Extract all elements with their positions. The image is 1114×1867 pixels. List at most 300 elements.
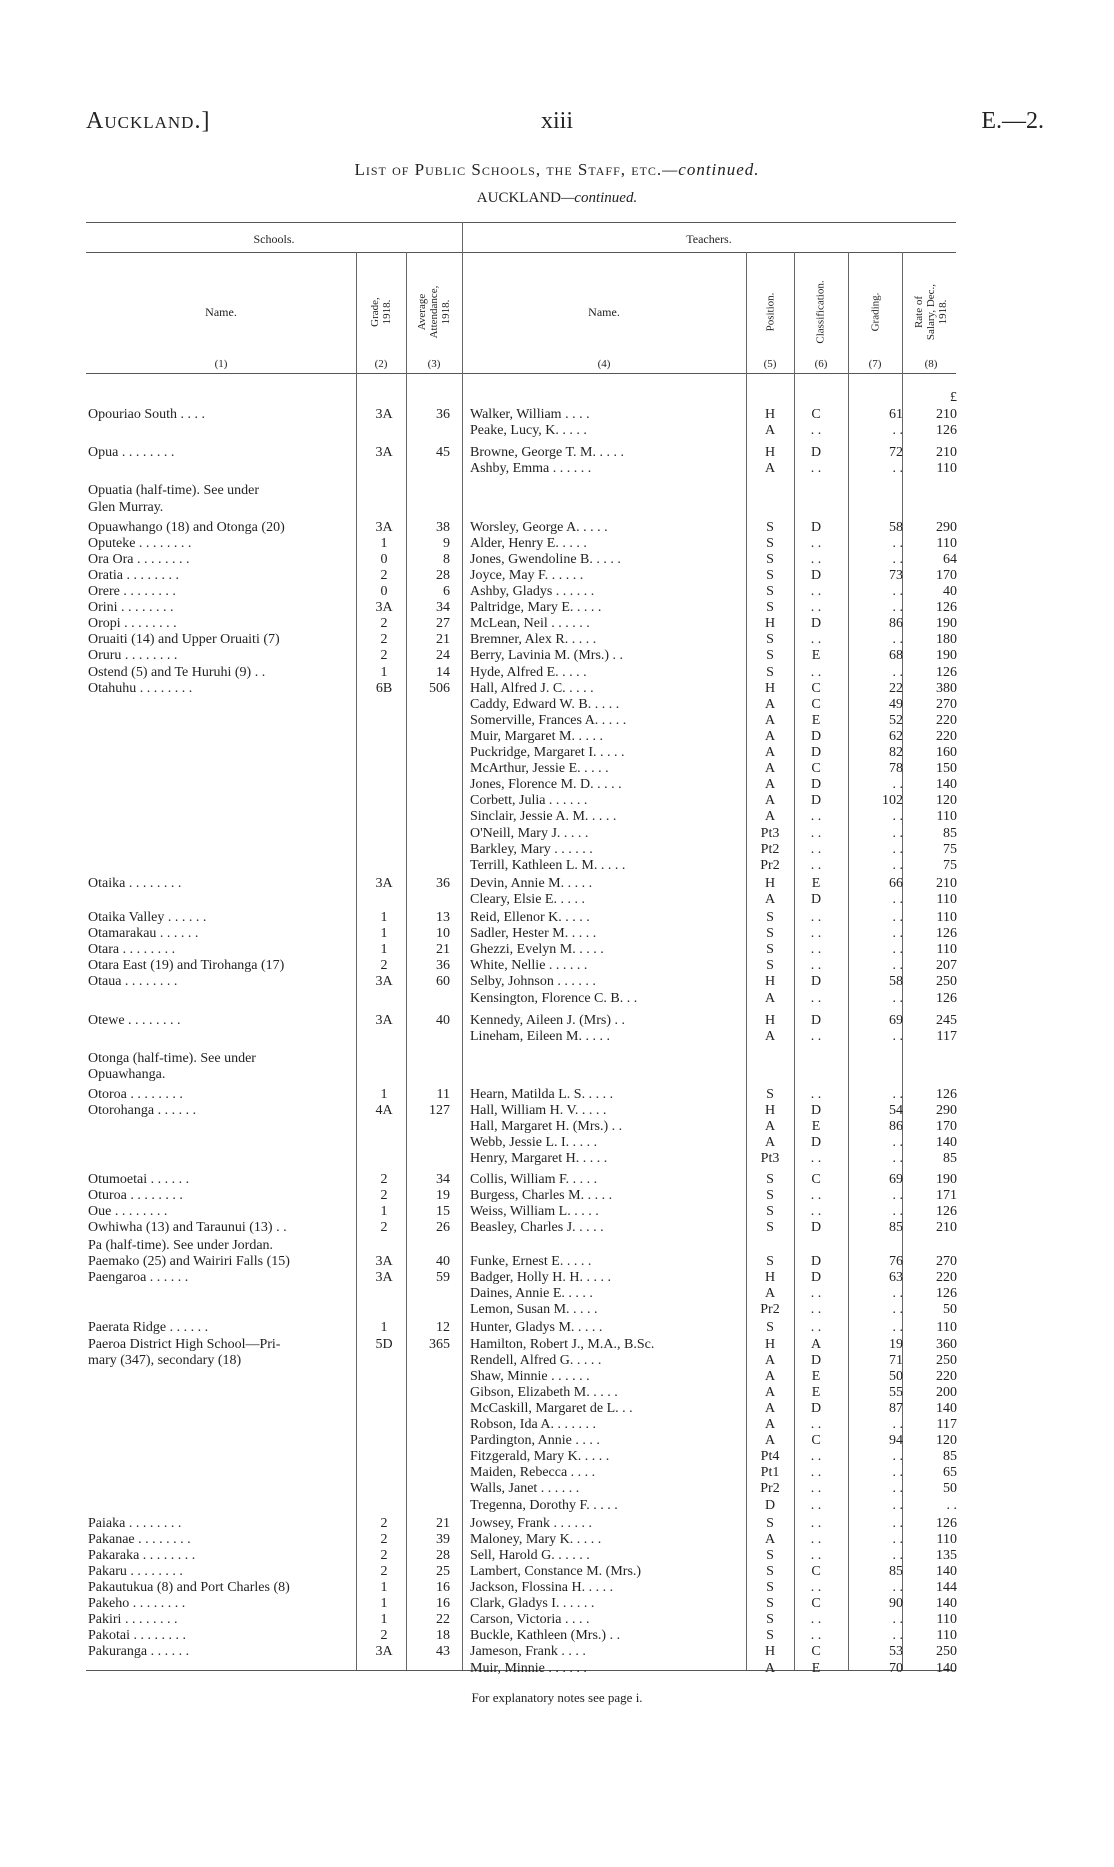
school-name: Otumoetai . . . . . . [88, 1171, 190, 1187]
table-row [0, 697, 1114, 713]
table-row [0, 892, 1114, 908]
teacher-classification: . . [810, 1465, 822, 1481]
teacher-grading: . . [892, 1612, 903, 1628]
table-row [0, 1254, 1114, 1270]
school-name: Otoroa . . . . . . . . [88, 1087, 183, 1102]
teacher-position: S [766, 1612, 774, 1628]
teacher-position: Pt1 [760, 1465, 780, 1481]
teacher-classification: D [810, 445, 822, 461]
teacher-classification: . . [810, 600, 822, 616]
school-grade: 3A [375, 445, 393, 461]
teacher-grading: . . [892, 1465, 903, 1481]
teacher-name: Hall, Alfred J. C. . . . . [470, 680, 594, 696]
teacher-name: Daines, Annie E. . . . . [470, 1286, 593, 1302]
table-row [0, 600, 1114, 616]
teacher-position: S [766, 926, 774, 942]
teacher-grading: 53 [889, 1644, 903, 1660]
teacher-name: Barkley, Mary . . . . . . [470, 841, 593, 857]
teacher-salary: 120 [936, 1433, 957, 1449]
teacher-grading: . . [892, 1203, 903, 1219]
teacher-name: Jowsey, Frank . . . . . . [470, 1515, 592, 1531]
teacher-position: S [766, 600, 774, 616]
teacher-classification: . . [810, 1449, 822, 1465]
teacher-salary: 85 [943, 1449, 957, 1465]
teacher-classification: . . [810, 551, 822, 567]
school-grade: 0 [380, 584, 388, 599]
table-row [0, 926, 1114, 942]
teacher-grading: 82 [889, 745, 903, 760]
teacher-position: A [764, 809, 776, 825]
school-name: Opuatia (half-time). See under [88, 483, 260, 499]
teacher-position: H [764, 1103, 776, 1119]
teacher-classification: E [811, 875, 821, 891]
school-grade: 3A [375, 1012, 393, 1028]
teacher-salary: 40 [943, 584, 957, 599]
school-attendance: 34 [436, 1171, 450, 1187]
teacher-salary: 140 [936, 1660, 957, 1676]
teacher-classification: . . [810, 910, 822, 925]
school-name: Pakaru . . . . . . . . [88, 1563, 183, 1579]
teacher-grading: 86 [889, 1119, 903, 1135]
teacher-grading: 58 [889, 974, 903, 990]
table-row [0, 1516, 1114, 1532]
teacher-classification: . . [810, 1547, 822, 1563]
school-grade: 1 [380, 1612, 388, 1628]
teacher-classification: D [810, 567, 822, 583]
school-grade: 2 [380, 616, 388, 632]
teacher-grading: 72 [889, 445, 903, 461]
teacher-name: Weiss, William L. . . . . [470, 1203, 599, 1219]
table-row [0, 745, 1114, 761]
teacher-name: Selby, Johnson . . . . . . [470, 974, 596, 990]
teacher-name: Beasley, Charles J. . . . . [470, 1219, 604, 1235]
teacher-name: Sinclair, Jessie A. M. . . . . [470, 809, 617, 825]
school-grade: 1 [380, 1596, 388, 1612]
school-grade: 2 [380, 1563, 388, 1579]
table-row [0, 1204, 1114, 1220]
teacher-grading: . . [892, 632, 903, 648]
teacher-classification: D [810, 519, 822, 535]
school-attendance: 16 [436, 1596, 450, 1612]
teacher-classification: D [810, 1254, 822, 1269]
school-name: Paerata Ridge . . . . . . [88, 1320, 209, 1336]
table-row [0, 876, 1114, 892]
table-row [0, 1172, 1114, 1188]
teacher-name: Peake, Lucy, K. . . . . [470, 423, 587, 439]
teacher-position: S [766, 1628, 774, 1644]
teacher-name: Browne, George T. M. . . . . [470, 445, 624, 461]
teacher-grading: . . [892, 777, 903, 793]
school-attendance: 28 [436, 567, 450, 583]
teacher-grading: 86 [889, 616, 903, 632]
teacher-grading: 73 [889, 567, 903, 583]
school-name: Pakotai . . . . . . . . [88, 1628, 186, 1644]
teacher-classification: . . [810, 1417, 822, 1432]
teacher-salary: 110 [936, 910, 957, 925]
teacher-classification: . . [810, 1531, 822, 1547]
teacher-salary: 64 [943, 551, 957, 567]
school-grade: 1 [380, 664, 388, 680]
teacher-salary: 140 [936, 777, 957, 793]
table-row [0, 648, 1114, 664]
teacher-classification: C [811, 761, 821, 777]
table-row [0, 1644, 1114, 1660]
school-attendance: 18 [436, 1628, 450, 1644]
page-number: xiii [540, 108, 573, 134]
teacher-position: H [764, 1270, 776, 1286]
teacher-position: S [766, 1596, 774, 1612]
school-grade: 2 [380, 1547, 388, 1563]
teacher-classification: . . [810, 1481, 822, 1497]
school-name: Otaika Valley . . . . . . [88, 910, 207, 925]
teacher-grading: . . [892, 1087, 903, 1102]
teacher-grading: . . [892, 535, 903, 551]
table-row [0, 584, 1114, 600]
table-row [0, 1580, 1114, 1596]
teacher-salary: 245 [936, 1012, 957, 1028]
teacher-position: S [766, 1515, 774, 1531]
school-name: Otorohanga . . . . . . [88, 1103, 197, 1119]
teacher-name: Reid, Ellenor K. . . . . [470, 910, 590, 925]
teacher-classification: . . [810, 1087, 822, 1102]
col-header-school-name: Name. [205, 304, 237, 319]
table-row [0, 826, 1114, 842]
col-num-8: (8) [924, 358, 938, 370]
teacher-name: Pardington, Annie . . . . [470, 1433, 600, 1449]
teacher-name: Gibson, Elizabeth M. . . . . [470, 1384, 618, 1400]
table-row [0, 974, 1114, 990]
school-name: Glen Murray. [88, 499, 164, 515]
table-row [0, 1103, 1114, 1119]
teacher-grading: . . [892, 584, 903, 599]
teacher-grading: . . [892, 1320, 903, 1336]
teacher-name: Ghezzi, Evelyn M. . . . . [470, 942, 604, 958]
teacher-name: Sell, Harold G. . . . . . [470, 1547, 590, 1563]
table-row [0, 568, 1114, 584]
teacher-position: A [764, 423, 776, 439]
school-grade: 3A [375, 1270, 393, 1286]
teacher-position: A [764, 1417, 776, 1432]
teacher-salary: 190 [936, 648, 957, 664]
school-name: Pa (half-time). See under Jordan. [88, 1237, 274, 1253]
teacher-grading: . . [892, 664, 903, 680]
teacher-name: Hunter, Gladys M. . . . . [470, 1320, 603, 1336]
teacher-classification: C [811, 407, 821, 422]
teacher-classification: C [811, 1596, 821, 1612]
teacher-name: Ashby, Emma . . . . . . [470, 461, 592, 477]
teacher-grading: 54 [889, 1103, 903, 1119]
school-attendance: 127 [429, 1103, 450, 1119]
teacher-classification: . . [810, 1151, 822, 1167]
table-row [0, 858, 1114, 874]
school-grade: 2 [380, 1171, 388, 1187]
table-row [0, 665, 1114, 681]
teacher-salary: 207 [936, 958, 957, 974]
table-row [0, 461, 1114, 477]
teacher-position: A [764, 461, 776, 477]
teacher-classification: E [811, 1660, 821, 1676]
teacher-name: McLean, Neil . . . . . . [470, 616, 590, 632]
school-grade: 2 [380, 567, 388, 583]
table-row [0, 1067, 1114, 1083]
school-name: Paiaka . . . . . . . . [88, 1515, 182, 1531]
school-grade: 1 [380, 1580, 388, 1595]
teacher-salary: 126 [936, 926, 957, 942]
school-grade: 1 [380, 535, 388, 551]
school-attendance: 34 [436, 600, 450, 616]
teacher-salary: 360 [936, 1336, 957, 1352]
teacher-grading: 66 [889, 875, 903, 891]
school-grade: 1 [380, 1203, 388, 1219]
teacher-grading: 87 [889, 1400, 903, 1416]
teacher-grading: . . [892, 1449, 903, 1465]
school-attendance: 26 [436, 1219, 450, 1235]
teacher-name: Berry, Lavinia M. (Mrs.) . . [470, 648, 624, 664]
school-name: mary (347), secondary (18) [88, 1352, 242, 1368]
school-grade: 3A [375, 600, 393, 616]
teacher-salary: 75 [943, 857, 957, 873]
teacher-salary: 140 [936, 1563, 957, 1579]
table-row [0, 1135, 1114, 1151]
teacher-classification: . . [810, 809, 822, 825]
teacher-classification: E [811, 712, 821, 728]
school-attendance: 36 [436, 958, 450, 974]
title-text: List of Public Schools, the Staff, etc. [354, 160, 663, 179]
table-row [0, 1628, 1114, 1644]
teacher-salary: 126 [936, 990, 957, 1006]
teacher-grading: . . [892, 1628, 903, 1644]
teacher-position: S [766, 1171, 774, 1187]
school-name: Ostend (5) and Te Huruhi (9) . . [88, 664, 266, 680]
school-name: Otaika . . . . . . . . [88, 875, 182, 891]
school-grade: 3A [375, 407, 393, 422]
school-grade: 2 [380, 1187, 388, 1203]
school-grade: 1 [380, 1320, 388, 1336]
col-header-position-text: Position. [763, 292, 776, 332]
teacher-name: Collis, William F. . . . . [470, 1171, 598, 1187]
teacher-grading: 19 [889, 1336, 903, 1352]
teacher-position: H [764, 407, 776, 422]
teacher-name: Hall, William H. V. . . . . [470, 1103, 607, 1119]
teacher-name: Devin, Annie M. . . . . [470, 875, 593, 891]
teacher-position: S [766, 584, 774, 599]
teacher-position: A [764, 1384, 776, 1400]
teacher-name: Paltridge, Mary E. . . . . [470, 600, 602, 616]
teacher-position: S [766, 664, 774, 680]
teacher-salary: 250 [936, 1352, 957, 1368]
school-grade: 1 [380, 910, 388, 925]
teacher-salary: 110 [936, 535, 957, 551]
col-num-4: (4) [597, 358, 611, 370]
teacher-classification: C [811, 1563, 821, 1579]
teacher-grading: . . [892, 1417, 903, 1432]
title-suffix: —continued. [662, 160, 760, 179]
teacher-position: S [766, 648, 774, 664]
teacher-salary: 110 [936, 461, 957, 477]
teacher-position: Pt2 [760, 841, 780, 857]
school-name: Opuawhanga. [88, 1066, 166, 1082]
teacher-grading: 58 [889, 519, 903, 535]
teacher-classification: D [810, 1270, 822, 1286]
teacher-salary: 110 [936, 1628, 957, 1644]
teacher-classification: . . [810, 664, 822, 680]
col-header-classification-text: Classification. [815, 280, 827, 344]
teacher-grading: . . [892, 423, 903, 439]
col-num-5: (5) [763, 358, 777, 370]
teacher-name: Hamilton, Robert J., M.A., B.Sc. [470, 1336, 655, 1352]
teacher-position: Pt3 [760, 825, 780, 841]
teacher-classification: D [810, 891, 822, 907]
teacher-salary: 140 [936, 1135, 957, 1151]
teacher-salary: 250 [936, 974, 957, 990]
teacher-position: A [764, 990, 776, 1006]
teacher-name: O'Neill, Mary J. . . . . [470, 825, 589, 841]
teacher-position: A [764, 745, 776, 760]
table-row [0, 1417, 1114, 1433]
table-row [0, 1302, 1114, 1318]
school-grade: 2 [380, 1628, 388, 1644]
school-name: Paeroa District High School—Pri- [88, 1336, 281, 1352]
teacher-position: S [766, 551, 774, 567]
teacher-classification: D [810, 1352, 822, 1368]
teacher-grading: 94 [889, 1433, 903, 1449]
teacher-position: A [764, 1531, 776, 1547]
teacher-grading: 49 [889, 696, 903, 712]
table-row [0, 1449, 1114, 1465]
teacher-position: S [766, 1203, 774, 1219]
teacher-grading: 90 [889, 1596, 903, 1612]
teacher-position: D [764, 1497, 776, 1513]
col-num-3: (3) [427, 358, 441, 370]
table-row [0, 1353, 1114, 1369]
table-row [0, 991, 1114, 1007]
teacher-classification: . . [810, 926, 822, 942]
teacher-grading: . . [892, 926, 903, 942]
teacher-classification: E [811, 1119, 821, 1135]
group-schools: Schools. [253, 232, 295, 246]
teacher-classification: A [810, 1336, 822, 1352]
table-row [0, 842, 1114, 858]
teacher-name: Hall, Margaret H. (Mrs.) . . [470, 1119, 623, 1135]
teacher-grading: . . [892, 857, 903, 873]
school-name: Pakeho . . . . . . . . [88, 1596, 186, 1612]
teacher-classification: . . [810, 1028, 822, 1044]
school-attendance: 12 [436, 1320, 450, 1336]
school-name: Oue . . . . . . . . [88, 1203, 168, 1219]
teacher-salary: 220 [936, 1270, 957, 1286]
teacher-grading: 70 [889, 1660, 903, 1676]
teacher-name: Badger, Holly H. H. . . . . [470, 1270, 611, 1286]
teacher-name: Hyde, Alfred E. . . . . [470, 664, 587, 680]
teacher-classification: D [810, 616, 822, 632]
teacher-salary: 140 [936, 1400, 957, 1416]
teacher-name: Lemon, Susan M. . . . . [470, 1302, 598, 1318]
teacher-position: S [766, 958, 774, 974]
table-row [0, 1465, 1114, 1481]
table-row [0, 632, 1114, 648]
teacher-grading: . . [892, 551, 903, 567]
teacher-name: Worsley, George A. . . . . [470, 519, 608, 535]
teacher-position: Pr2 [760, 1481, 780, 1497]
teacher-name: Funke, Ernest E. . . . . [470, 1254, 592, 1269]
school-attendance: 59 [436, 1270, 450, 1286]
table-row [0, 1029, 1114, 1045]
table-row [0, 445, 1114, 461]
table-row [0, 1220, 1114, 1236]
table-row [0, 729, 1114, 745]
school-grade: 6B [375, 680, 393, 696]
teacher-salary: 126 [936, 600, 957, 616]
teacher-salary: 380 [936, 680, 957, 696]
teacher-salary: 110 [936, 1612, 957, 1628]
teacher-grading: . . [892, 891, 903, 907]
teacher-name: Ashby, Gladys . . . . . . [470, 584, 595, 599]
school-grade: 4A [375, 1103, 393, 1119]
teacher-salary: 110 [936, 1531, 957, 1547]
school-name: Otonga (half-time). See under [88, 1050, 256, 1066]
teacher-grading: 68 [889, 648, 903, 664]
teacher-name: White, Nellie . . . . . . [470, 958, 588, 974]
teacher-salary: 200 [936, 1384, 957, 1400]
teacher-name: Maiden, Rebecca . . . . [470, 1465, 596, 1481]
teacher-classification: D [810, 1103, 822, 1119]
teacher-name: Clark, Gladys I. . . . . . [470, 1596, 595, 1612]
teacher-name: Lambert, Constance M. (Mrs.) [470, 1563, 642, 1579]
teacher-classification: C [811, 696, 821, 712]
teacher-grading: . . [892, 1286, 903, 1302]
teacher-salary: 160 [936, 745, 957, 760]
teacher-position: Pt4 [760, 1449, 780, 1465]
teacher-position: A [764, 1433, 776, 1449]
teacher-salary: 50 [943, 1481, 957, 1497]
group-teachers: Teachers. [686, 232, 732, 246]
school-name: Otara . . . . . . . . [88, 942, 176, 958]
teacher-grading: 78 [889, 761, 903, 777]
teacher-grading: . . [892, 1151, 903, 1167]
school-grade: 2 [380, 648, 388, 664]
table-row [0, 520, 1114, 536]
teacher-position: H [764, 1644, 776, 1660]
teacher-name: Burgess, Charles M. . . . . [470, 1187, 613, 1203]
teacher-grading: 50 [889, 1368, 903, 1384]
teacher-grading: . . [892, 1515, 903, 1531]
teacher-name: Kennedy, Aileen J. (Mrs) . . [470, 1012, 626, 1028]
teacher-position: A [764, 761, 776, 777]
teacher-position: A [764, 793, 776, 809]
teacher-classification: . . [810, 423, 822, 439]
teacher-salary: 270 [936, 1254, 957, 1269]
school-grade: 2 [380, 1531, 388, 1547]
teacher-salary: 120 [936, 793, 957, 809]
teacher-classification: . . [810, 857, 822, 873]
school-grade: 3A [375, 974, 393, 990]
teacher-grading: 102 [882, 793, 903, 809]
school-attendance: 9 [443, 535, 450, 551]
teacher-grading: . . [892, 1481, 903, 1497]
table-row [0, 777, 1114, 793]
teacher-name: Sadler, Hester M. . . . . [470, 926, 597, 942]
teacher-position: S [766, 535, 774, 551]
teacher-salary: 75 [943, 841, 957, 857]
school-grade: 2 [380, 1515, 388, 1531]
teacher-name: Alder, Henry E. . . . . [470, 535, 587, 551]
school-attendance: 14 [436, 664, 450, 680]
teacher-salary: 190 [936, 1171, 957, 1187]
teacher-position: A [764, 728, 776, 744]
teacher-name: Jones, Florence M. D. . . . . [470, 777, 622, 793]
teacher-position: A [764, 1400, 776, 1416]
school-attendance: 10 [436, 926, 450, 942]
